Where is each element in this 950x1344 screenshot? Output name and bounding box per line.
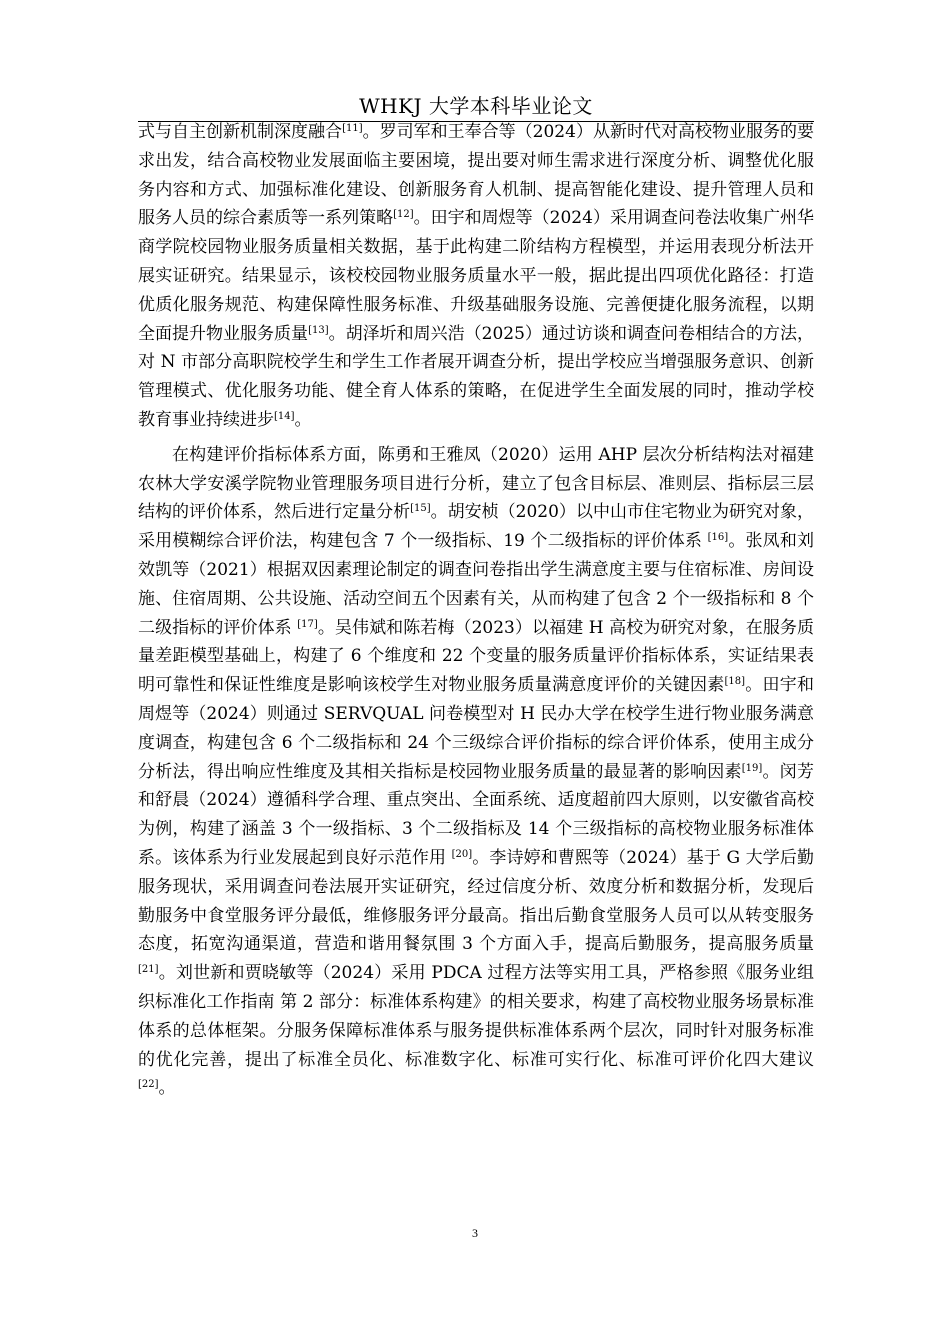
text-run: 。刘世新和贾晓敏等（2024）采用 PDCA 过程方法等实用工具，严格参照《服务业组织标准化工作指南 第 2 部分：标准体系构建》的相关要求，构建了高校物业服务场景标准体系的总体框架。分服务保障标准体系与服务提供标准体系两个层次，同时针对服务标准的优化完善，提出了标准全员化、标准数字化、标准可实行化、标准可评价化四大建议	[138, 963, 814, 1070]
citation-marker: [22]	[138, 1079, 159, 1091]
paragraph	[138, 118, 814, 435]
citation-marker: [20]	[451, 848, 473, 860]
text-run: 。闵芳和舒晨（2024）遵循科学合理、重点突出、全面系统、适度超前四大原则，以安徽省高校为例，构建了涵盖 3 个一级指标、3 个二级指标及 14 个三级指标的高校物业服务标准体系。该体系为行业发展起到良好示范作用	[138, 761, 815, 868]
citation-marker: [19]	[741, 762, 763, 774]
text-run: 。田宇和周煜等（2024）则通过 SERVQUAL 问卷模型对 H 民办大学在校学生进行物业服务满意度调查，构建包含 6 个二级指标和 24 个三级综合评价指标的综合评价体系，使用主成分分析法，得出响应性维度及其相关指标是校园物业服务质量的最显著的影响因素	[138, 675, 815, 782]
text-run: 。李诗婷和曹熙等（2024）基于 G 大学后勤服务现状，采用调查问卷法展开实证研究，经过信度分析、效度分析和数据分析，发现后勤服务中食堂服务评分最低，维修服务评分最高。指出后勤食堂服务人员可以从转变服务态度，拓宽沟通渠道，营造和谐用餐氛围 3 个方面入手，提高后勤服务，提高服务质量	[138, 847, 814, 955]
citation-marker: [16]	[707, 532, 729, 544]
citation-marker: [11]	[342, 123, 363, 134]
body-text	[138, 118, 814, 1103]
text-run: 。田宇和周煜等（2024）采用调查问卷法收集广州华商学院校园物业服务质量相关数据，基于此构建二阶结构方程模型，并运用表现分析法开展实证研究。结果显示，该校校园物业服务质量水平一般，据此提出四项优化路径：打造优质化服务规范、构建保障性服务标准、升级基础服务设施、完善便捷化服务流程，以期全面提升物业服务质量	[138, 208, 815, 344]
text-run: 式与自主创新机制深度融合	[138, 122, 343, 142]
page-number: 3	[472, 1226, 478, 1240]
text-run: 。张凤和刘效凯等（2021）根据双因素理论制定的调查问卷指出学生满意度主要与住宿标准、房间设施、住宿周期、公共设施、活动空间五个因素有关，从而构建了包含 2 个一级指标和 8 个二级指标的评价体系	[138, 531, 815, 638]
text-run: 。罗司军和王奉合等（2024）从新时代对高校物业服务的要求出发，结合高校物业发展面临主要困境，提出要对师生需求进行深度分析、调整优化服务内容和方式、加强标准化建设、创新服务育人机制、提高智能化建设、提升管理人员和服务人员的综合素质等一系列策略	[138, 122, 815, 229]
citation-marker: [18]	[724, 676, 746, 688]
text-run: 在构建评价指标体系方面，陈勇和王雅凤（2020）运用 AHP 层次分析结构法对福建农林大学安溪学院物业管理服务项目进行分析，建立了包含目标层、准则层、指标层三层结构的评价体系，然后进行定量分析	[138, 444, 814, 523]
citation-marker: [13]	[308, 324, 329, 336]
text-run: 。	[158, 1078, 176, 1099]
text-run: 。胡泽圻和周兴浩（2025）通过访谈和调查问卷相结合的方法，对 N 市部分高职院校学生和学生工作者展开调查分析，提出学校应当增强服务意识、创新管理模式、优化服务功能、健全育人体系的策略，在促进学生全面发展的同时，推动学校教育事业持续进步	[138, 323, 815, 430]
text-run: 。胡安桢（2020）以中山市住宅物业为研究对象，采用模糊综合评价法，构建包含 7 个一级指标、19 个二级指标的评价体系	[138, 502, 815, 552]
citation-marker: [12]	[393, 209, 414, 221]
running-header: WHKJ 大学本科毕业论文	[359, 94, 593, 118]
paragraph	[138, 441, 814, 1103]
citation-marker: [21]	[138, 964, 159, 976]
citation-marker: [15]	[410, 503, 431, 515]
text-run: 。吴伟斌和陈若梅（2023）以福建 H 高校为研究对象，在服务质量差距模型基础上，构建了 6 个维度和 22 个变量的服务质量评价指标体系，实证结果表明可靠性和保证性维度是影响该校学生对物业服务质量满意度评价的关键因素	[138, 617, 814, 696]
text-run: 。	[294, 409, 312, 430]
citation-marker: [14]	[274, 410, 295, 422]
citation-marker: [17]	[297, 618, 318, 630]
